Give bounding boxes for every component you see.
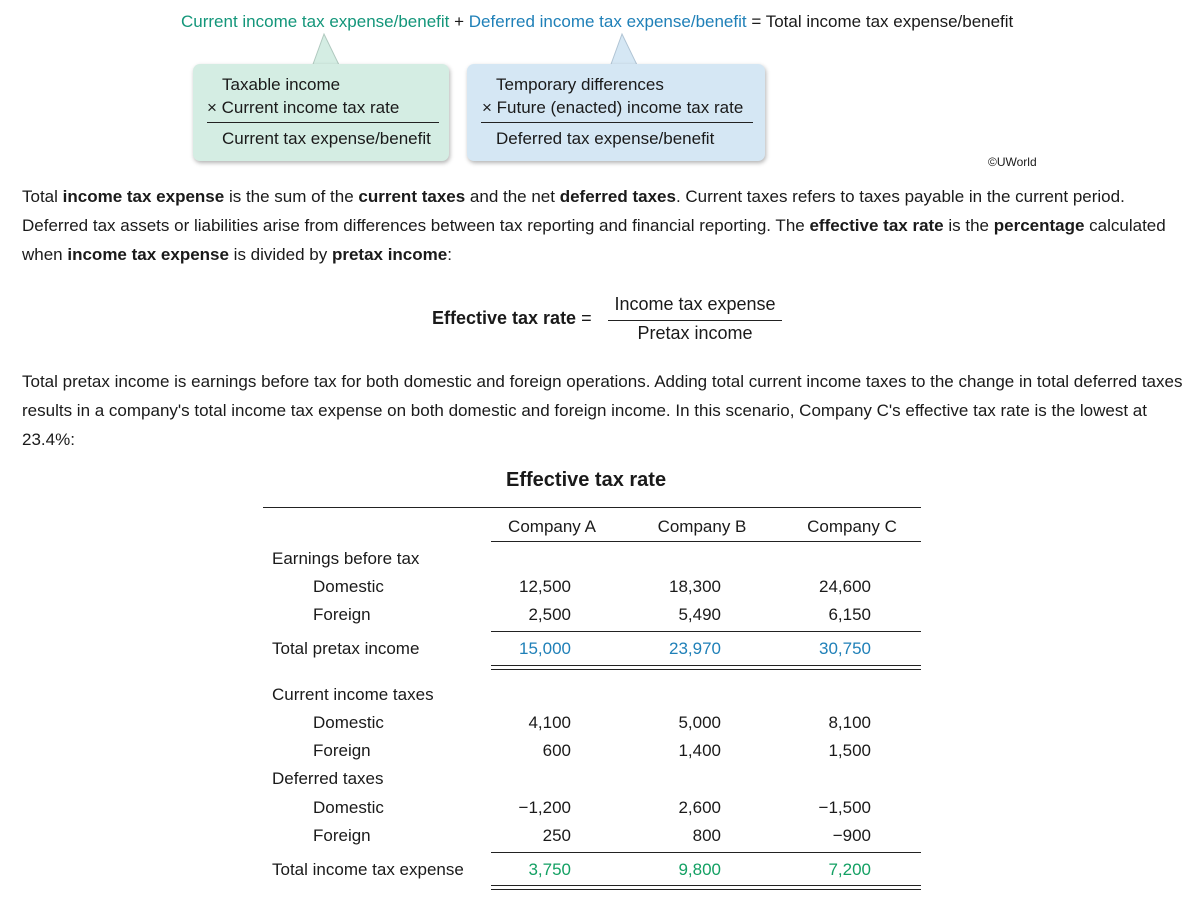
explanation-paragraph-2: Total pretax income is earnings before tax for both domestic and foreign operations. Adding total current income taxes to the change in total deferred taxes results in a company's total income tax expense on both domestic and foreign income. In this scenario, Company C's effective tax rate is the lowest at 23.4%:: [22, 372, 1183, 449]
double-rule-pretax-top: [491, 665, 921, 666]
table-cell: 18,300: [669, 577, 721, 596]
table-cell: 2,500: [528, 605, 571, 624]
double-rule-expense-bottom: [491, 889, 921, 890]
table-cell: 4,100: [528, 713, 571, 732]
effective-tax-rate-formula-label: Effective tax rate =: [432, 308, 592, 328]
table-cell: −1,200: [518, 798, 571, 817]
table-cell: 800: [692, 826, 721, 845]
row-label-deferred-taxes: Deferred taxes: [272, 769, 384, 788]
row-label-cit-foreign: Foreign: [313, 741, 371, 760]
formula-plus: +: [454, 12, 465, 31]
table-cell: 250: [542, 826, 571, 845]
table-cell: 1,400: [678, 741, 721, 760]
row-label-ebt-foreign: Foreign: [313, 605, 371, 624]
table-cell: 5,000: [678, 713, 721, 732]
callout-current-rule: [207, 122, 439, 123]
row-label-current-income-taxes: Current income taxes: [272, 685, 434, 704]
row-label-earnings-before-tax: Earnings before tax: [272, 549, 420, 568]
total-expense-company-a: 3,750: [528, 860, 571, 879]
row-label-def-foreign: Foreign: [313, 826, 371, 845]
row-label-total-income-tax-expense: Total income tax expense: [272, 860, 464, 879]
table-cell: 2,600: [678, 798, 721, 817]
column-header-company-a: Company A: [508, 517, 596, 536]
table-cell: 12,500: [519, 577, 571, 596]
total-pretax-company-b: 23,970: [669, 639, 721, 658]
explanation-paragraph-1: Total income tax expense is the sum of the current taxes and the net deferred taxes. Current taxes refers to taxes payable in the current period. Deferred tax assets or liabilities arise from differences between tax reporting and financial reporting. The effective tax rate is the percentage calculated when income tax expense is divided by pretax income:: [22, 187, 1166, 264]
table-cell: 24,600: [819, 577, 871, 596]
total-pretax-company-c: 30,750: [819, 639, 871, 658]
fraction-denominator: Pretax income: [637, 323, 753, 343]
total-pretax-company-a: 15,000: [519, 639, 571, 658]
row-label-total-pretax-income: Total pretax income: [272, 639, 420, 658]
header-underline: [491, 541, 921, 542]
callout-deferred-tail: [598, 32, 648, 68]
subtotal-rule-pretax: [491, 631, 921, 632]
formula-total-term: = Total income tax expense/benefit: [751, 12, 1014, 31]
subtotal-rule-expense: [491, 852, 921, 853]
callout-current-tail: [300, 32, 350, 68]
callout-deferred-tax: [467, 64, 765, 161]
table-cell: 5,490: [678, 605, 721, 624]
formula-line: [181, 12, 1013, 32]
total-expense-company-c: 7,200: [828, 860, 871, 879]
table-cell: 6,150: [828, 605, 871, 624]
table-cell: 1,500: [828, 741, 871, 760]
callout-current-result: Current tax expense/benefit: [222, 129, 431, 148]
row-label-ebt-domestic: Domestic: [313, 577, 384, 596]
callout-current-line1: Taxable income: [222, 75, 341, 94]
row-label-def-domestic: Domestic: [313, 798, 384, 817]
double-rule-pretax-bottom: [491, 669, 921, 670]
table-cell: 600: [542, 741, 571, 760]
table-cell: −1,500: [818, 798, 871, 817]
callout-deferred-line2: × Future (enacted) income tax rate: [482, 98, 744, 117]
fraction-numerator: Income tax expense: [614, 294, 776, 314]
table-title: Effective tax rate: [506, 469, 667, 491]
table-cell: −900: [832, 826, 871, 845]
callout-deferred-line1: Temporary differences: [496, 75, 664, 94]
column-header-company-c: Company C: [807, 517, 897, 536]
callout-deferred-result: Deferred tax expense/benefit: [496, 129, 715, 148]
table-top-rule: [263, 507, 921, 508]
column-header-company-b: Company B: [657, 517, 747, 536]
double-rule-expense-top: [491, 885, 921, 886]
callout-deferred-rule: [481, 122, 753, 123]
total-expense-company-b: 9,800: [678, 860, 721, 879]
formula-current-term: Current income tax expense/benefit: [181, 12, 450, 31]
callout-current-tax: [193, 64, 449, 161]
copyright-notice: ©UWorld: [988, 155, 1037, 169]
fraction-bar: [608, 320, 782, 321]
callout-current-line2: × Current income tax rate: [207, 98, 400, 117]
formula-deferred-term: Deferred income tax expense/benefit: [468, 12, 747, 31]
row-label-cit-domestic: Domestic: [313, 713, 384, 732]
table-cell: 8,100: [828, 713, 871, 732]
